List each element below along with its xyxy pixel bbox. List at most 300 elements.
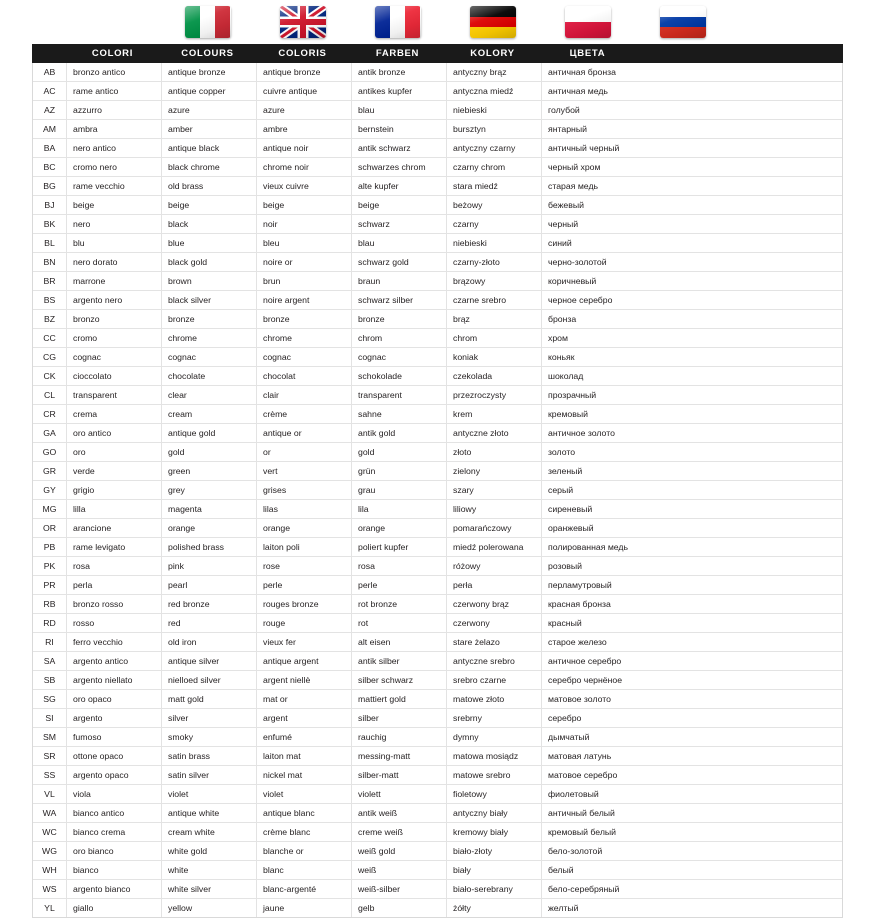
color-code: CK — [43, 371, 56, 381]
color-name-de: blau — [351, 101, 446, 119]
color-name-ru: античная бронза — [541, 63, 636, 81]
france-flag — [375, 6, 421, 38]
color-name-de: weiß gold — [351, 842, 446, 860]
color-name-ru: бронза — [541, 310, 636, 328]
color-name-pl: czekolada — [446, 367, 541, 385]
table-row — [33, 861, 842, 880]
table-row — [33, 82, 842, 101]
color-code: MG — [42, 504, 57, 514]
color-name-pl: chrom — [446, 329, 541, 347]
color-name-de: sahne — [351, 405, 446, 423]
color-name-en: red — [161, 614, 256, 632]
color-name-de: bernstein — [351, 120, 446, 138]
color-name-it: cioccolato — [66, 367, 161, 385]
color-code: PR — [43, 580, 56, 590]
color-code: GY — [43, 485, 56, 495]
table-row — [33, 101, 842, 120]
color-name-ru: античный белый — [541, 804, 636, 822]
color-name-fr: beige — [256, 196, 351, 214]
color-name-fr: azure — [256, 101, 351, 119]
color-name-de: antik weiß — [351, 804, 446, 822]
color-name-it: rame levigato — [66, 538, 161, 556]
color-name-fr: laiton mat — [256, 747, 351, 765]
color-name-fr: cognac — [256, 348, 351, 366]
color-code: SM — [42, 732, 57, 742]
color-name-pl: złoto — [446, 443, 541, 461]
color-name-ru: дымчатый — [541, 728, 636, 746]
color-name-en: old iron — [161, 633, 256, 651]
table-row — [33, 215, 842, 234]
table-row — [33, 63, 842, 82]
color-code: OR — [42, 523, 57, 533]
header-colori: COLORI — [91, 48, 134, 59]
color-name-it: oro opaco — [66, 690, 161, 708]
table-row — [33, 158, 842, 177]
color-name-en: antique gold — [161, 424, 256, 442]
color-name-pl: miedź polerowana — [446, 538, 541, 556]
color-name-it: nero dorato — [66, 253, 161, 271]
color-name-pl: niebieski — [446, 101, 541, 119]
italy-flag — [185, 6, 231, 38]
table-row — [33, 671, 842, 690]
russia-flag — [660, 6, 706, 38]
color-name-pl: niebieski — [446, 234, 541, 252]
color-name-fr: clair — [256, 386, 351, 404]
table-row — [33, 367, 842, 386]
table-row — [33, 899, 842, 917]
table-row — [33, 652, 842, 671]
color-name-it: bronzo — [66, 310, 161, 328]
color-name-fr: blanc — [256, 861, 351, 879]
color-name-it: cognac — [66, 348, 161, 366]
color-name-fr: antique argent — [256, 652, 351, 670]
color-code: CL — [43, 390, 56, 400]
color-name-it: grigio — [66, 481, 161, 499]
color-name-de: orange — [351, 519, 446, 537]
color-name-ru: перламутровый — [541, 576, 636, 594]
color-name-ru: античное серебро — [541, 652, 636, 670]
color-name-it: oro antico — [66, 424, 161, 442]
color-name-fr: antique bronze — [256, 63, 351, 81]
color-name-pl: antyczny biały — [446, 804, 541, 822]
table-row — [33, 823, 842, 842]
color-name-en: nielloed silver — [161, 671, 256, 689]
color-code: RB — [43, 599, 56, 609]
color-name-fr: noire argent — [256, 291, 351, 309]
header-colours: COLOURS — [181, 48, 234, 59]
color-name-it: transparent — [66, 386, 161, 404]
color-name-en: old brass — [161, 177, 256, 195]
color-name-en: red bronze — [161, 595, 256, 613]
color-name-it: argento — [66, 709, 161, 727]
color-name-fr: bronze — [256, 310, 351, 328]
table-row — [33, 804, 842, 823]
color-code: BR — [43, 276, 56, 286]
color-name-it: argento nero — [66, 291, 161, 309]
color-name-pl: srebrny — [446, 709, 541, 727]
color-name-en: smoky — [161, 728, 256, 746]
color-name-ru: черный — [541, 215, 636, 233]
color-code: CG — [42, 352, 57, 362]
color-code: BJ — [44, 200, 55, 210]
color-name-ru: матовое серебро — [541, 766, 636, 784]
color-name-it: fumoso — [66, 728, 161, 746]
color-name-de: chrom — [351, 329, 446, 347]
color-name-fr: rouges bronze — [256, 595, 351, 613]
table-row — [33, 766, 842, 785]
flag-cell-russia — [635, 6, 730, 38]
table-row — [33, 728, 842, 747]
color-name-de: schwarz — [351, 215, 446, 233]
color-name-en: silver — [161, 709, 256, 727]
color-name-ru: хром — [541, 329, 636, 347]
color-name-ru: янтарный — [541, 120, 636, 138]
color-code: SI — [45, 713, 54, 723]
color-name-pl: beżowy — [446, 196, 541, 214]
flag-cell-germany — [445, 6, 540, 38]
color-name-pl: żółty — [446, 899, 541, 917]
color-name-pl: perła — [446, 576, 541, 594]
color-name-de: braun — [351, 272, 446, 290]
color-name-it: viola — [66, 785, 161, 803]
color-name-en: cream — [161, 405, 256, 423]
color-name-de: antik silber — [351, 652, 446, 670]
color-name-ru: кремовый белый — [541, 823, 636, 841]
color-name-pl: brąz — [446, 310, 541, 328]
color-code: BC — [43, 162, 56, 172]
table-row — [33, 405, 842, 424]
table-row — [33, 310, 842, 329]
color-code: WG — [42, 846, 57, 856]
header-farben: FARBEN — [375, 48, 420, 59]
color-name-ru: полированная медь — [541, 538, 636, 556]
color-name-en: antique black — [161, 139, 256, 157]
germany-flag — [470, 6, 516, 38]
color-name-en: clear — [161, 386, 256, 404]
color-name-ru: коричневый — [541, 272, 636, 290]
color-name-fr: crème — [256, 405, 351, 423]
color-name-en: polished brass — [161, 538, 256, 556]
color-name-ru: черное серебро — [541, 291, 636, 309]
color-code: WC — [42, 827, 57, 837]
color-name-en: pink — [161, 557, 256, 575]
color-name-fr: vieux cuivre — [256, 177, 351, 195]
table-row — [33, 329, 842, 348]
color-name-it: verde — [66, 462, 161, 480]
color-name-pl: kremowy biały — [446, 823, 541, 841]
color-name-fr: chocolat — [256, 367, 351, 385]
table-row — [33, 633, 842, 652]
color-name-fr: bleu — [256, 234, 351, 252]
color-name-ru: сиреневый — [541, 500, 636, 518]
color-name-pl: brązowy — [446, 272, 541, 290]
color-name-en: black chrome — [161, 158, 256, 176]
flag-cell-uk — [255, 6, 350, 38]
header-coloris: COLORIS — [278, 48, 327, 59]
color-name-en: antique copper — [161, 82, 256, 100]
color-name-en: satin brass — [161, 747, 256, 765]
color-name-fr: rose — [256, 557, 351, 575]
color-name-fr: chrome noir — [256, 158, 351, 176]
table-row — [33, 348, 842, 367]
table-row — [33, 614, 842, 633]
color-name-de: schwarzes chrom — [351, 158, 446, 176]
color-name-en: beige — [161, 196, 256, 214]
table-row — [33, 747, 842, 766]
table-row — [33, 253, 842, 272]
color-name-it: blu — [66, 234, 161, 252]
color-name-de: alte kupfer — [351, 177, 446, 195]
color-name-ru: белый — [541, 861, 636, 879]
color-name-it: ambra — [66, 120, 161, 138]
color-name-it: lilla — [66, 500, 161, 518]
color-name-it: crema — [66, 405, 161, 423]
color-name-pl: czarny-złoto — [446, 253, 541, 271]
flag-cell-italy — [160, 6, 255, 38]
color-name-de: weiß-silber — [351, 880, 446, 898]
color-name-pl: zielony — [446, 462, 541, 480]
color-code: SB — [43, 675, 56, 685]
color-name-de: rot — [351, 614, 446, 632]
color-name-en: black silver — [161, 291, 256, 309]
color-name-it: marrone — [66, 272, 161, 290]
color-code: RD — [43, 618, 56, 628]
color-name-de: beige — [351, 196, 446, 214]
color-name-de: cognac — [351, 348, 446, 366]
color-name-de: schwarz silber — [351, 291, 446, 309]
color-name-ru: синий — [541, 234, 636, 252]
color-name-it: azzurro — [66, 101, 161, 119]
color-code: BA — [43, 143, 56, 153]
color-name-de: alt eisen — [351, 633, 446, 651]
color-name-en: pearl — [161, 576, 256, 594]
color-name-pl: matowe srebro — [446, 766, 541, 784]
color-name-fr: brun — [256, 272, 351, 290]
color-name-pl: przezroczysty — [446, 386, 541, 404]
color-name-pl: różowy — [446, 557, 541, 575]
color-name-de: lila — [351, 500, 446, 518]
color-name-fr: or — [256, 443, 351, 461]
color-name-it: rame antico — [66, 82, 161, 100]
color-code: AC — [43, 86, 56, 96]
flags-row — [32, 0, 843, 44]
color-name-it: argento bianco — [66, 880, 161, 898]
color-code: GA — [43, 428, 56, 438]
color-name-pl: stare żelazo — [446, 633, 541, 651]
color-name-de: silber-matt — [351, 766, 446, 784]
color-name-en: chrome — [161, 329, 256, 347]
uk-flag — [280, 6, 326, 38]
color-code: WA — [42, 808, 57, 818]
color-name-en: blue — [161, 234, 256, 252]
color-name-it: rame vecchio — [66, 177, 161, 195]
color-name-it: argento niellato — [66, 671, 161, 689]
color-name-pl: matowe złoto — [446, 690, 541, 708]
color-name-pl: antyczny brąz — [446, 63, 541, 81]
color-name-fr: noir — [256, 215, 351, 233]
color-code: BS — [43, 295, 56, 305]
color-name-ru: розовый — [541, 557, 636, 575]
color-name-de: gelb — [351, 899, 446, 917]
color-code: AB — [43, 67, 56, 77]
color-name-en: antique silver — [161, 652, 256, 670]
color-name-it: nero antico — [66, 139, 161, 157]
color-name-ru: матовое золото — [541, 690, 636, 708]
color-name-it: rosso — [66, 614, 161, 632]
color-name-pl: czerwony — [446, 614, 541, 632]
table-row — [33, 120, 842, 139]
color-name-it: oro bianco — [66, 842, 161, 860]
color-name-it: giallo — [66, 899, 161, 917]
color-name-pl: szary — [446, 481, 541, 499]
color-code: BN — [43, 257, 56, 267]
color-name-it: ottone opaco — [66, 747, 161, 765]
color-name-en: brown — [161, 272, 256, 290]
color-name-fr: violet — [256, 785, 351, 803]
color-name-ru: зеленый — [541, 462, 636, 480]
color-name-ru: старое железо — [541, 633, 636, 651]
color-name-fr: vert — [256, 462, 351, 480]
color-name-fr: vieux fer — [256, 633, 351, 651]
color-code: SA — [43, 656, 56, 666]
table-row — [33, 424, 842, 443]
table-row — [33, 291, 842, 310]
color-name-en: bronze — [161, 310, 256, 328]
color-code: SG — [43, 694, 56, 704]
table-row — [33, 234, 842, 253]
color-name-ru: бело-золотой — [541, 842, 636, 860]
color-name-de: violett — [351, 785, 446, 803]
color-name-de: schokolade — [351, 367, 446, 385]
color-code: RI — [45, 637, 54, 647]
color-code: BG — [43, 181, 56, 191]
color-name-it: rosa — [66, 557, 161, 575]
color-name-it: argento opaco — [66, 766, 161, 784]
color-name-de: grün — [351, 462, 446, 480]
color-name-pl: biały — [446, 861, 541, 879]
color-name-pl: stara miedź — [446, 177, 541, 195]
color-name-fr: grises — [256, 481, 351, 499]
color-name-pl: koniak — [446, 348, 541, 366]
color-name-it: perla — [66, 576, 161, 594]
color-name-ru: коньяк — [541, 348, 636, 366]
color-name-en: black — [161, 215, 256, 233]
color-name-de: mattiert gold — [351, 690, 446, 708]
color-name-ru: кремовый — [541, 405, 636, 423]
table-row — [33, 842, 842, 861]
table-row — [33, 557, 842, 576]
color-name-ru: шоколад — [541, 367, 636, 385]
color-name-pl: biało-złoty — [446, 842, 541, 860]
color-code: BL — [44, 238, 55, 248]
color-name-de: transparent — [351, 386, 446, 404]
color-name-de: antik gold — [351, 424, 446, 442]
color-name-pl: pomarańczowy — [446, 519, 541, 537]
color-name-ru: старая медь — [541, 177, 636, 195]
color-name-ru: античное золото — [541, 424, 636, 442]
color-name-en: grey — [161, 481, 256, 499]
color-name-fr: lilas — [256, 500, 351, 518]
color-name-de: weiß — [351, 861, 446, 879]
table-row — [33, 386, 842, 405]
table-row — [33, 196, 842, 215]
table-row — [33, 880, 842, 899]
color-name-pl: srebro czarne — [446, 671, 541, 689]
color-name-it: beige — [66, 196, 161, 214]
color-code: BK — [43, 219, 56, 229]
color-code: CC — [43, 333, 56, 343]
color-name-pl: antyczne srebro — [446, 652, 541, 670]
color-name-de: bronze — [351, 310, 446, 328]
color-name-ru: фиолетовый — [541, 785, 636, 803]
color-name-it: bronzo rosso — [66, 595, 161, 613]
color-name-de: creme weiß — [351, 823, 446, 841]
color-name-ru: желтый — [541, 899, 636, 917]
color-name-en: matt gold — [161, 690, 256, 708]
color-name-it: cromo nero — [66, 158, 161, 176]
color-name-de: rosa — [351, 557, 446, 575]
table-row — [33, 576, 842, 595]
color-name-it: argento antico — [66, 652, 161, 670]
color-code: GO — [42, 447, 57, 457]
color-name-de: blau — [351, 234, 446, 252]
color-name-de: antik schwarz — [351, 139, 446, 157]
color-table — [32, 63, 843, 918]
color-name-pl: czarny — [446, 215, 541, 233]
color-name-de: schwarz gold — [351, 253, 446, 271]
color-name-pl: biało-serebrany — [446, 880, 541, 898]
color-name-it: nero — [66, 215, 161, 233]
color-name-ru: золото — [541, 443, 636, 461]
color-name-pl: czerwony brąz — [446, 595, 541, 613]
color-name-pl: antyczna miedź — [446, 82, 541, 100]
color-name-fr: laiton poli — [256, 538, 351, 556]
table-row — [33, 690, 842, 709]
color-name-fr: blanche or — [256, 842, 351, 860]
color-name-it: arancione — [66, 519, 161, 537]
color-code: BZ — [43, 314, 56, 324]
color-name-de: rauchig — [351, 728, 446, 746]
color-name-de: messing-matt — [351, 747, 446, 765]
color-name-pl: matowa mosiądz — [446, 747, 541, 765]
color-code: YL — [44, 903, 55, 913]
color-name-en: green — [161, 462, 256, 480]
color-name-fr: jaune — [256, 899, 351, 917]
color-name-en: black gold — [161, 253, 256, 271]
color-name-de: antikes kupfer — [351, 82, 446, 100]
color-code: WH — [42, 865, 57, 875]
color-name-ru: серебро чернёное — [541, 671, 636, 689]
color-name-it: ferro vecchio — [66, 633, 161, 651]
color-name-fr: perle — [256, 576, 351, 594]
header-kolory: KOLORY — [470, 48, 515, 59]
color-name-en: cognac — [161, 348, 256, 366]
color-code: GR — [42, 466, 57, 476]
color-name-en: chocolate — [161, 367, 256, 385]
table-row — [33, 785, 842, 804]
color-name-en: yellow — [161, 899, 256, 917]
color-name-ru: античная медь — [541, 82, 636, 100]
color-name-ru: серебро — [541, 709, 636, 727]
header-cveta: ЦВЕТА — [569, 48, 606, 59]
table-header — [32, 44, 843, 63]
color-name-fr: blanc-argenté — [256, 880, 351, 898]
color-code: SR — [43, 751, 56, 761]
color-name-fr: ambre — [256, 120, 351, 138]
table-row — [33, 272, 842, 291]
color-name-fr: cuivre antique — [256, 82, 351, 100]
color-name-en: azure — [161, 101, 256, 119]
